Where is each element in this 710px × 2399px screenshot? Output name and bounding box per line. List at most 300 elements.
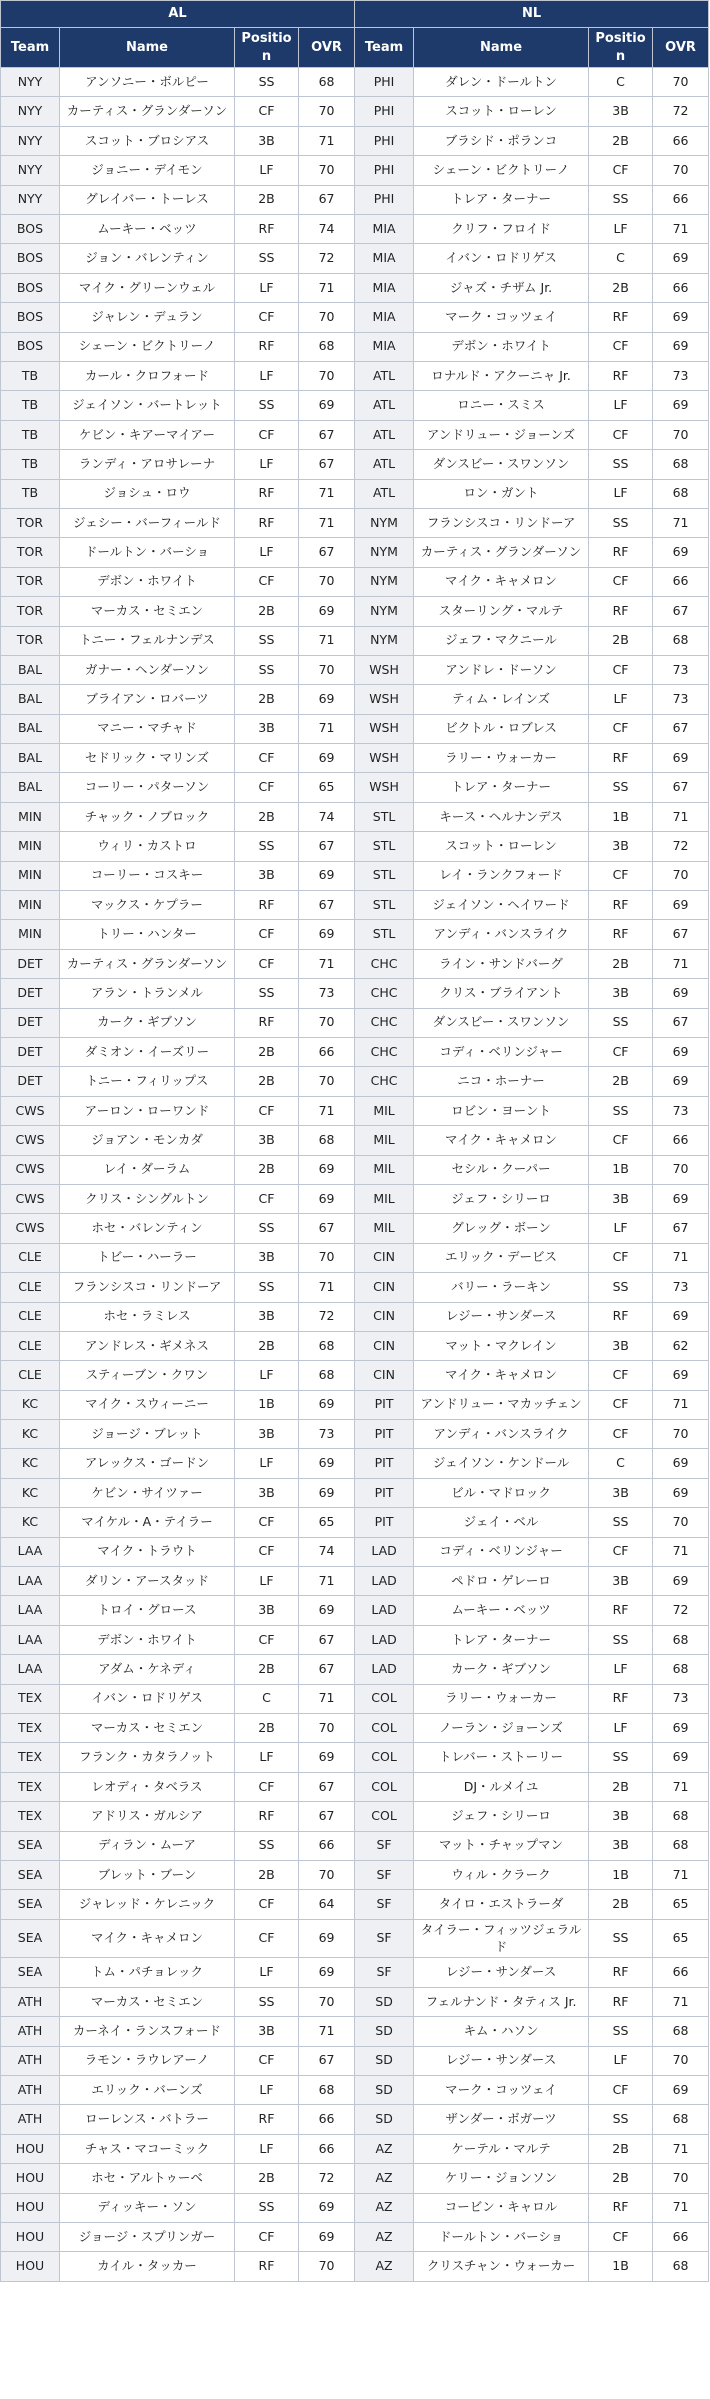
nl-ovr-cell: 69 [653,2076,709,2105]
nl-name-cell: スコット・ローレン [414,97,589,126]
al-team-cell: BOS [1,303,60,332]
table-row [1,1390,709,1419]
table-row [1,303,709,332]
al-name-cell: レオディ・タベラス [60,1772,235,1801]
nl-team-cell: ATL [355,362,414,391]
nl-team-cell: NYM [355,626,414,655]
nl-team-cell: CIN [355,1331,414,1360]
al-team-cell: ATH [1,2076,60,2105]
al-position-cell: LF [235,273,299,302]
al-name-cell: ドールトン・バーショ [60,538,235,567]
al-position-cell: SS [235,391,299,420]
al-name-cell: マイク・トラウト [60,1537,235,1566]
al-team-cell: SEA [1,1890,60,1919]
al-team-cell: LAA [1,1567,60,1596]
al-name-cell: ダリン・アースタッド [60,1567,235,1596]
al-team-cell: HOU [1,2222,60,2251]
nl-team-cell: NYM [355,567,414,596]
al-team-cell: TB [1,479,60,508]
al-position-cell: 1B [235,1390,299,1419]
al-name-cell: アダム・ケネディ [60,1655,235,1684]
nl-ovr-cell: 69 [653,1361,709,1390]
nl-ovr-cell: 71 [653,2193,709,2222]
al-position-cell: 3B [235,1420,299,1449]
nl-team-cell: STL [355,802,414,831]
al-team-cell: BOS [1,244,60,273]
nl-team-cell: PHI [355,68,414,97]
al-team-cell: CLE [1,1273,60,1302]
nl-ovr-cell: 71 [653,802,709,831]
table-row [1,1361,709,1390]
nl-position-cell: CF [589,420,653,449]
table-row [1,2193,709,2222]
nl-position-cell: RF [589,1987,653,2016]
al-team-cell: DET [1,1037,60,1066]
nl-name-cell: デボン・ホワイト [414,332,589,361]
nl-name-cell: セシル・クーパー [414,1155,589,1184]
table-row [1,244,709,273]
al-position-cell: CF [235,1625,299,1654]
al-ovr-cell: 69 [299,1919,355,1958]
nl-ovr-header: OVR [653,28,709,68]
al-position-cell: CF [235,949,299,978]
al-team-cell: SEA [1,1919,60,1958]
nl-team-cell: PHI [355,126,414,155]
nl-name-cell: アンドリュー・マカッチェン [414,1390,589,1419]
nl-position-cell: LF [589,1655,653,1684]
al-position-cell: LF [235,2076,299,2105]
al-name-cell: ジョアン・モンカダ [60,1126,235,1155]
nl-position-cell: 3B [589,1478,653,1507]
al-position-cell: 3B [235,714,299,743]
nl-team-cell: MIL [355,1214,414,1243]
al-ovr-cell: 69 [299,597,355,626]
nl-name-cell: ダンスビー・スワンソン [414,1008,589,1037]
al-name-cell: アラン・トランメル [60,979,235,1008]
column-header-row [1,28,709,68]
nl-position-cell: 2B [589,273,653,302]
al-name-cell: ガナー・ヘンダーソン [60,655,235,684]
nl-ovr-cell: 65 [653,1890,709,1919]
al-team-cell: HOU [1,2164,60,2193]
nl-league-header: NL [355,1,709,28]
al-position-cell: CF [235,1096,299,1125]
al-position-cell: SS [235,979,299,1008]
nl-position-cell: CF [589,1361,653,1390]
al-name-cell: ジョシュ・ロウ [60,479,235,508]
nl-ovr-cell: 67 [653,920,709,949]
al-ovr-cell: 68 [299,1126,355,1155]
table-row [1,1567,709,1596]
al-name-cell: トム・パチョレック [60,1958,235,1987]
nl-name-cell: マイク・キャメロン [414,567,589,596]
al-team-cell: CLE [1,1361,60,1390]
al-team-cell: MIN [1,891,60,920]
nl-ovr-cell: 68 [653,1802,709,1831]
nl-name-cell: クリス・ブライアント [414,979,589,1008]
al-position-cell: SS [235,244,299,273]
nl-team-cell: AZ [355,2134,414,2163]
al-ovr-cell: 69 [299,744,355,773]
al-position-cell: CF [235,420,299,449]
nl-position-cell: CF [589,332,653,361]
table-row [1,1096,709,1125]
nl-team-cell: ATL [355,391,414,420]
al-name-cell: ムーキー・ベッツ [60,215,235,244]
table-row [1,1655,709,1684]
nl-ovr-cell: 68 [653,1831,709,1860]
table-row [1,273,709,302]
al-team-cell: TEX [1,1713,60,1742]
nl-name-cell: ウィル・クラーク [414,1860,589,1889]
al-team-cell: TEX [1,1684,60,1713]
nl-team-cell: SF [355,1890,414,1919]
al-name-cell: ジョン・バレンティン [60,244,235,273]
al-position-cell: SS [235,1987,299,2016]
table-row [1,1596,709,1625]
al-team-cell: NYY [1,185,60,214]
al-name-cell: マイク・キャメロン [60,1919,235,1958]
al-ovr-cell: 71 [299,949,355,978]
table-row [1,1273,709,1302]
al-position-cell: 2B [235,685,299,714]
al-position-cell: RF [235,479,299,508]
al-position-cell: CF [235,2222,299,2251]
al-position-cell: LF [235,1567,299,1596]
al-position-cell: 3B [235,1302,299,1331]
nl-ovr-cell: 67 [653,773,709,802]
al-name-cell: スコット・ブロシアス [60,126,235,155]
nl-position-cell: CF [589,567,653,596]
al-position-cell: 2B [235,802,299,831]
nl-name-cell: タイロ・エストラーダ [414,1890,589,1919]
al-position-cell: CF [235,567,299,596]
al-ovr-cell: 70 [299,1067,355,1096]
al-name-cell: マイク・グリーンウェル [60,273,235,302]
nl-name-cell: ジャズ・チザム Jr. [414,273,589,302]
nl-name-cell: ジェイソン・ケンドール [414,1449,589,1478]
al-name-cell: アンドレス・ギメネス [60,1331,235,1360]
table-row [1,362,709,391]
al-name-cell: トビー・ハーラー [60,1243,235,1272]
al-ovr-cell: 68 [299,68,355,97]
nl-position-cell: RF [589,1302,653,1331]
al-name-cell: ジョージ・スプリンガー [60,2222,235,2251]
al-name-cell: カイル・タッカー [60,2252,235,2281]
nl-team-cell: MIA [355,244,414,273]
nl-name-cell: トレア・ターナー [414,773,589,802]
al-ovr-cell: 64 [299,1890,355,1919]
nl-name-cell: ジェフ・マクニール [414,626,589,655]
nl-position-cell: RF [589,362,653,391]
table-row [1,1625,709,1654]
nl-name-cell: ブラシド・ポランコ [414,126,589,155]
al-ovr-cell: 73 [299,979,355,1008]
nl-position-cell: 2B [589,2164,653,2193]
al-position-cell: SS [235,1214,299,1243]
al-team-cell: NYY [1,126,60,155]
al-team-cell: LAA [1,1625,60,1654]
al-name-cell: アドリス・ガルシア [60,1802,235,1831]
nl-name-cell: タイラー・フィッツジェラルド [414,1919,589,1958]
al-ovr-cell: 72 [299,2164,355,2193]
nl-position-cell: RF [589,597,653,626]
nl-position-cell: SS [589,1625,653,1654]
nl-position-cell: LF [589,1214,653,1243]
al-name-cell: アンソニー・ボルピー [60,68,235,97]
nl-name-header: Name [414,28,589,68]
nl-position-cell: SS [589,773,653,802]
nl-position-cell: LF [589,2046,653,2075]
nl-team-cell: SD [355,2105,414,2134]
nl-position-cell: CF [589,1537,653,1566]
al-ovr-cell: 70 [299,362,355,391]
table-row [1,1478,709,1507]
table-row [1,1508,709,1537]
nl-name-cell: レジー・サンダース [414,1302,589,1331]
al-position-cell: SS [235,1273,299,1302]
nl-team-cell: PHI [355,185,414,214]
nl-ovr-cell: 69 [653,1567,709,1596]
nl-ovr-cell: 70 [653,2164,709,2193]
nl-ovr-cell: 62 [653,1331,709,1360]
al-ovr-cell: 69 [299,920,355,949]
al-position-cell: CF [235,1919,299,1958]
al-team-cell: ATH [1,2046,60,2075]
nl-position-cell: CF [589,714,653,743]
al-ovr-cell: 69 [299,1478,355,1507]
nl-team-cell: MIA [355,273,414,302]
al-team-cell: BAL [1,685,60,714]
al-name-cell: ジャレッド・ケレニック [60,1890,235,1919]
nl-team-cell: AZ [355,2252,414,2281]
al-ovr-cell: 67 [299,1802,355,1831]
nl-ovr-cell: 69 [653,1713,709,1742]
table-row [1,714,709,743]
nl-ovr-cell: 73 [653,685,709,714]
al-team-cell: TOR [1,567,60,596]
al-team-cell: BAL [1,714,60,743]
al-ovr-cell: 71 [299,126,355,155]
nl-ovr-cell: 71 [653,1537,709,1566]
al-name-header: Name [60,28,235,68]
nl-ovr-cell: 69 [653,303,709,332]
nl-name-cell: アンディ・バンスライク [414,920,589,949]
nl-team-cell: COL [355,1802,414,1831]
al-team-cell: CWS [1,1096,60,1125]
nl-name-cell: クリフ・フロイド [414,215,589,244]
table-row [1,1987,709,2016]
al-team-cell: TB [1,362,60,391]
table-row [1,68,709,97]
nl-ovr-cell: 71 [653,1243,709,1272]
table-row [1,1958,709,1987]
nl-ovr-cell: 68 [653,450,709,479]
table-row [1,1537,709,1566]
table-row [1,832,709,861]
table-row [1,802,709,831]
nl-position-cell: LF [589,391,653,420]
al-position-cell: 2B [235,2164,299,2193]
al-team-cell: TOR [1,538,60,567]
al-position-cell: RF [235,508,299,537]
nl-team-cell: AZ [355,2222,414,2251]
nl-position-cell: LF [589,215,653,244]
nl-name-cell: ムーキー・ベッツ [414,1596,589,1625]
al-ovr-cell: 71 [299,626,355,655]
al-name-cell: デボン・ホワイト [60,567,235,596]
al-ovr-cell: 69 [299,861,355,890]
nl-team-cell: SD [355,2017,414,2046]
nl-ovr-cell: 66 [653,567,709,596]
al-ovr-cell: 67 [299,1772,355,1801]
nl-name-cell: ダンスビー・スワンソン [414,450,589,479]
al-team-cell: TOR [1,508,60,537]
al-team-cell: BOS [1,215,60,244]
al-name-cell: トニー・フェルナンデス [60,626,235,655]
nl-position-cell: LF [589,685,653,714]
nl-position-cell: 3B [589,1567,653,1596]
al-team-cell: MIN [1,920,60,949]
table-row [1,332,709,361]
al-name-cell: チャック・ノブロック [60,802,235,831]
al-position-cell: SS [235,626,299,655]
al-ovr-cell: 67 [299,538,355,567]
al-ovr-cell: 67 [299,1625,355,1654]
nl-team-header: Team [355,28,414,68]
nl-name-cell: ジェフ・シリーロ [414,1802,589,1831]
al-position-cell: RF [235,215,299,244]
nl-ovr-cell: 71 [653,1390,709,1419]
nl-ovr-cell: 69 [653,1449,709,1478]
nl-name-cell: フェルナンド・タティス Jr. [414,1987,589,2016]
al-ovr-cell: 72 [299,1302,355,1331]
al-team-cell: TB [1,420,60,449]
nl-team-cell: STL [355,861,414,890]
al-name-cell: ジョージ・ブレット [60,1420,235,1449]
nl-team-cell: SD [355,2046,414,2075]
table-row [1,1743,709,1772]
table-row [1,1684,709,1713]
nl-position-cell: LF [589,1713,653,1742]
nl-ovr-cell: 71 [653,949,709,978]
al-ovr-cell: 69 [299,685,355,714]
table-row [1,1860,709,1889]
nl-team-cell: LAD [355,1596,414,1625]
table-row [1,920,709,949]
table-row [1,773,709,802]
nl-position-cell: LF [589,479,653,508]
al-position-cell: LF [235,538,299,567]
table-row [1,479,709,508]
al-ovr-cell: 71 [299,714,355,743]
nl-position-cell: CF [589,2222,653,2251]
al-name-cell: ディラン・ムーア [60,1831,235,1860]
nl-position-cell: 3B [589,97,653,126]
table-row [1,2046,709,2075]
nl-position-cell: RF [589,920,653,949]
nl-team-cell: ATL [355,479,414,508]
table-row [1,655,709,684]
nl-ovr-cell: 66 [653,2222,709,2251]
nl-name-cell: アンディ・バンスライク [414,1420,589,1449]
nl-name-cell: ジェイ・ベル [414,1508,589,1537]
al-name-cell: レイ・ダーラム [60,1155,235,1184]
al-ovr-cell: 70 [299,567,355,596]
table-row [1,1126,709,1155]
nl-team-cell: PHI [355,97,414,126]
al-name-cell: ホセ・ラミレス [60,1302,235,1331]
nl-team-cell: WSH [355,744,414,773]
al-position-cell: CF [235,1890,299,1919]
al-ovr-cell: 69 [299,2193,355,2222]
nl-ovr-cell: 69 [653,538,709,567]
nl-ovr-cell: 71 [653,215,709,244]
nl-team-cell: MIL [355,1096,414,1125]
nl-team-cell: CHC [355,1008,414,1037]
nl-ovr-cell: 72 [653,1596,709,1625]
nl-ovr-cell: 70 [653,420,709,449]
al-position-cell: RF [235,891,299,920]
nl-name-cell: レジー・サンダース [414,1958,589,1987]
al-team-cell: TEX [1,1802,60,1831]
nl-team-cell: MIL [355,1155,414,1184]
al-team-cell: TOR [1,597,60,626]
table-row [1,744,709,773]
al-position-cell: 2B [235,1331,299,1360]
nl-ovr-cell: 70 [653,156,709,185]
al-team-cell: MIN [1,861,60,890]
al-position-cell: SS [235,68,299,97]
al-ovr-cell: 70 [299,1987,355,2016]
al-team-cell: CWS [1,1214,60,1243]
al-ovr-cell: 67 [299,2046,355,2075]
al-position-cell: 2B [235,1655,299,1684]
nl-name-cell: マット・マクレイン [414,1331,589,1360]
al-ovr-cell: 69 [299,1958,355,1987]
al-position-cell: 3B [235,1478,299,1507]
table-row [1,156,709,185]
al-ovr-header: OVR [299,28,355,68]
nl-team-cell: AZ [355,2193,414,2222]
nl-team-cell: PIT [355,1390,414,1419]
al-position-cell: LF [235,1958,299,1987]
nl-team-cell: LAD [355,1537,414,1566]
al-name-cell: ケビン・キアーマイアー [60,420,235,449]
nl-ovr-cell: 66 [653,185,709,214]
nl-ovr-cell: 70 [653,2046,709,2075]
al-ovr-cell: 65 [299,773,355,802]
nl-name-cell: キース・ヘルナンデス [414,802,589,831]
al-name-cell: ディッキー・ソン [60,2193,235,2222]
table-row [1,861,709,890]
nl-ovr-cell: 70 [653,68,709,97]
al-ovr-cell: 70 [299,2252,355,2281]
nl-position-cell: CF [589,156,653,185]
nl-team-cell: LAD [355,1567,414,1596]
nl-position-cell: SS [589,450,653,479]
al-team-cell: KC [1,1449,60,1478]
nl-position-cell: 1B [589,802,653,831]
nl-ovr-cell: 73 [653,1096,709,1125]
table-row [1,2017,709,2046]
al-name-cell: ジェイソン・バートレット [60,391,235,420]
nl-position-cell: 2B [589,2134,653,2163]
table-row [1,685,709,714]
al-name-cell: クリス・シングルトン [60,1184,235,1213]
nl-position-cell: SS [589,185,653,214]
nl-name-cell: シェーン・ビクトリーノ [414,156,589,185]
